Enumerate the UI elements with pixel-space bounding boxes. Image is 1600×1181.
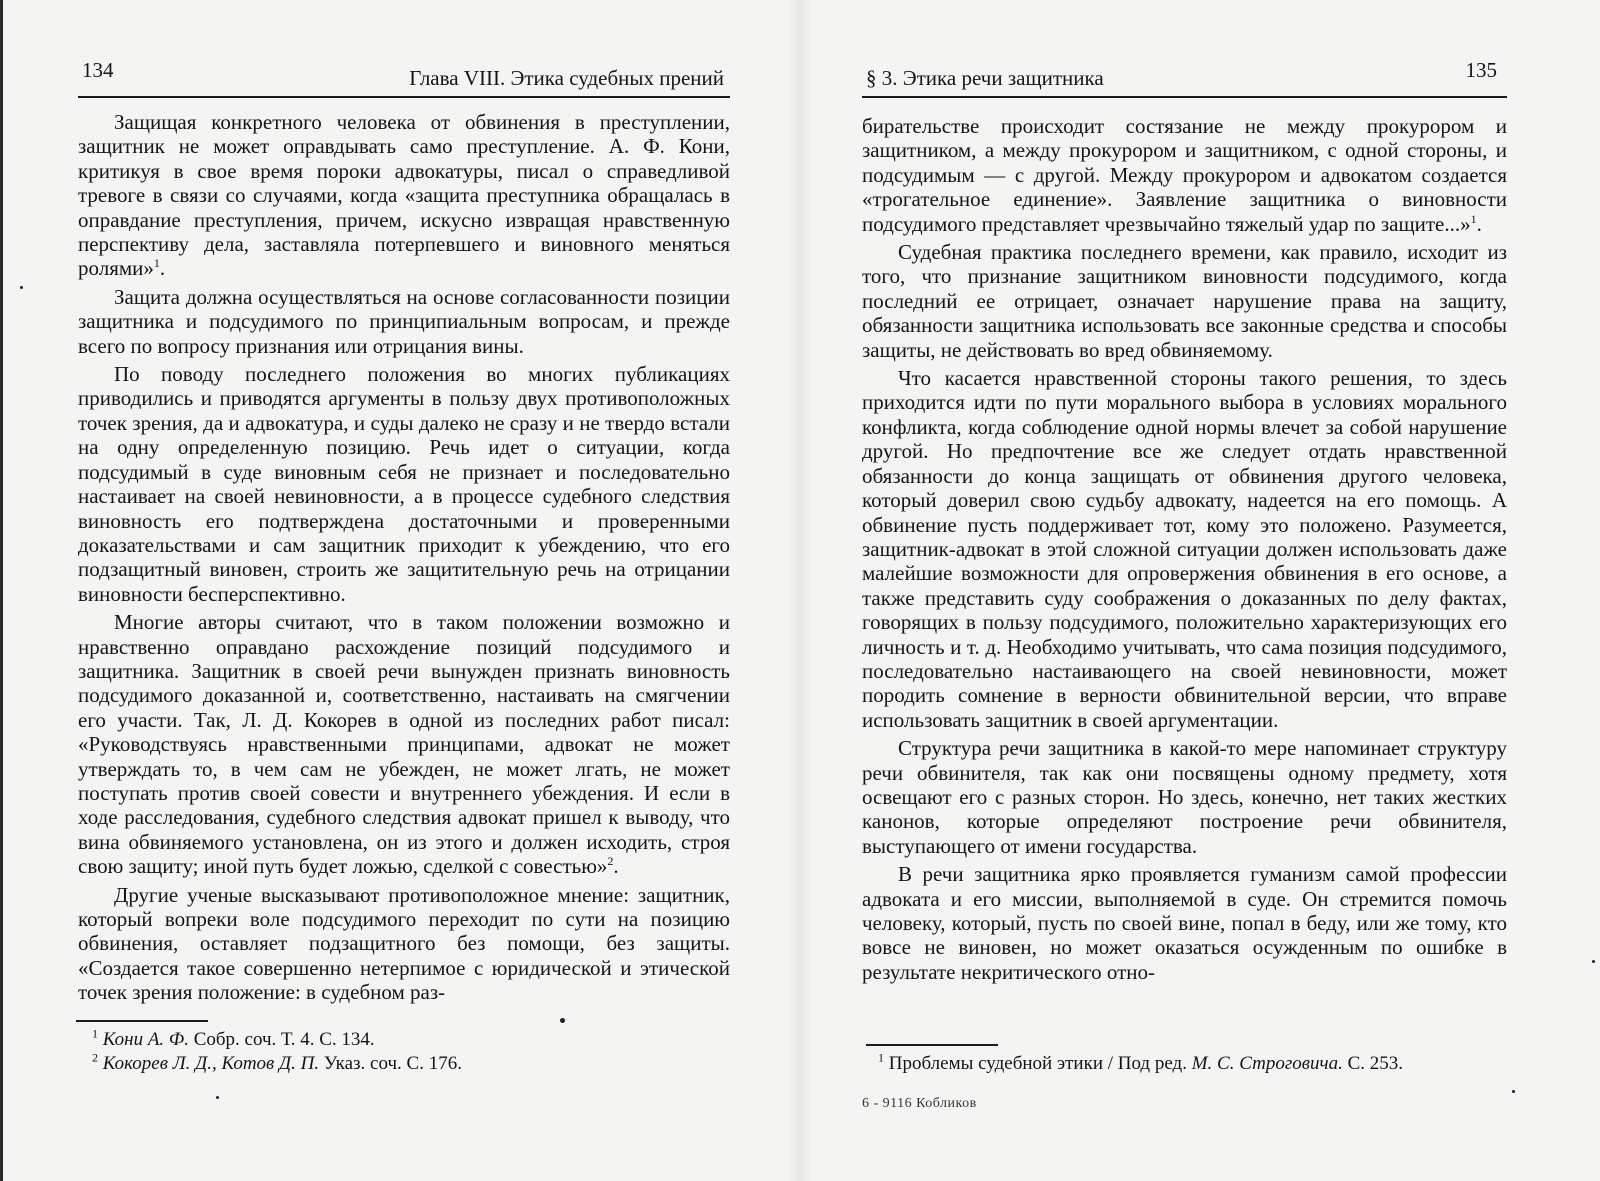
footnote: $^2$ Кокорев Л. Д., Котов Д. П. Указ. соч. С. 176. bbox=[92, 1050, 462, 1074]
paragraph: Что касается нравственной стороны такого решения, то здесь приходится идти по пути морального выбора в условиях морального конфликта, когда соблюдение одной нормы влечет за собой нарушение другой. Но предпочтение все же следует отдать нравственной обязанности до конца защищать от обвинения другого человека, который доверил свою судьбу адвокату, надеется на его помощь. А обвинение пусть поддерживает тот, кому это положено. Разумеется, защитник-адвокат в этой сложной ситуации должен использовать даже малейшие возможности для опровержения обвинения в его основе, а также представить суду соображения о доказанных по делу фактах, говорящих в пользу подсудимого, положительно характеризующих его личность и т. д. Необходимо учитывать, что сама позиция подсудимого, последовательно настаивающего на своей невиновности, может породить сомнение в верности обвинительной версии, что вправе использовать защитник в своей аргументации. bbox=[862, 366, 1507, 732]
printer-signature: 6 - 9116 Кобликов bbox=[862, 1096, 977, 1111]
left-running-head bbox=[78, 56, 730, 98]
left-body-text bbox=[78, 110, 730, 1005]
scan-speck bbox=[20, 286, 23, 289]
left-footnotes bbox=[92, 1028, 732, 1076]
scan-speck bbox=[216, 1096, 219, 1099]
footnote: $^1$ Проблемы судебной этики / Под ред. М. С. Строговича. С. 253. bbox=[878, 1050, 1404, 1074]
scan-speck bbox=[1512, 1090, 1515, 1093]
right-footnotes bbox=[878, 1052, 1518, 1076]
paragraph: Защищая конкретного человека от обвинения в преступлении, защитник не может оправдывать само преступление. А. Ф. Кони, критикуя в свое время пороки адвокатуры, писал о справедливой тревоге в связи со случаями, когда «защита преступника обращалась в оправдание преступления, причем, искусно извращая нравственную перспективу дела, заставляла потерпевшего и виновного меняться ролями»$^1$. bbox=[78, 110, 730, 281]
footnote: $^1$ Кони А. Ф. Собр. соч. Т. 4. С. 134. bbox=[92, 1026, 375, 1050]
paragraph: бирательстве происходит состязание не между прокурором и защитником, а между прокурором и защитником, с одной стороны, и подсудимым — с другой. Между прокурором и адвокатом создается «трогательное единение». Заявление защитника о виновности подсудимого представляет чрезвычайно тяжелый удар по защите...»$^1$. bbox=[862, 114, 1507, 236]
footnote-ref[interactable]: 1 bbox=[153, 256, 160, 271]
footnote-rule bbox=[76, 1020, 208, 1022]
paragraph: Многие авторы считают, что в таком положении возможно и нравственно оправдано расхождение позиций подсудимого и защитника. Защитник в своей речи вынужден признать виновность подсудимого доказанной и, соответственно, настаивать на смягчении его участи. Так, Л. Д. Кокорев в одной из последних работ писал: «Руководствуясь нравственными принципами, адвокат не может утверждать то, в чем сам не убежден, не может лгать, не может поступать против своей совести и внутреннего убеждения. И если в ходе расследования, судебного следствия адвокат пришел к выводу, что вина обвиняемого установлена, он из этого и должен исходить, строя свою защиту; иной путь будет ложью, сделкой с совестью»$^2$. bbox=[78, 610, 730, 879]
paragraph: Другие ученые высказывают противоположное мнение: защитник, который вопреки воле подсудимого переходит по сути на позицию обвинения, оставляет подзащитного без помощи, без защиты. «Создается такое совершенно нетерпимое с юридической и этической точек зрения положение: в судебном раз- bbox=[78, 882, 730, 1005]
right-body-text bbox=[862, 114, 1507, 984]
scan-speck bbox=[560, 1018, 565, 1023]
footnote-rule bbox=[866, 1044, 998, 1046]
paragraph: Защита должна осуществляться на основе согласованности позиции защитника и подсудимого по принципиальным вопросам, и прежде всего по вопросу признания или отрицания вины. bbox=[78, 284, 730, 358]
paragraph: Судебная практика последнего времени, как правило, исходит из того, что признание защитником виновности подсудимого, когда последний ее отрицает, означает нарушение права на защиту, обязанности защитника использовать все законные средства и способы защиты, не действовать во вред обвиняемому. bbox=[862, 240, 1507, 362]
right-section-title: § 3. Этика речи защитника bbox=[866, 66, 1104, 90]
footnote-ref[interactable]: 1 bbox=[1470, 211, 1477, 226]
right-page-number: 135 bbox=[1465, 58, 1497, 82]
left-chapter-title: Глава VIII. Этика судебных прений bbox=[409, 66, 724, 90]
paragraph: Структура речи защитника в какой-то мере напоминает структуру речи обвинителя, так как они посвящены одному предмету, хотя освещают его с разных сторон. Но здесь, конечно, нет таких жестких канонов, которые определяют построение речи обвинителя, выступающего от имени государства. bbox=[862, 736, 1507, 858]
footnote-ref[interactable]: 2 bbox=[607, 854, 614, 869]
right-page bbox=[800, 0, 1600, 1181]
paragraph: По поводу последнего положения во многих публикациях приводились и приводятся аргументы в пользу двух противоположных точек зрения, да и адвокатура, и суды далеко не сразу и не твердо встали на одну определенную позицию. Речь идет о ситуации, когда подсудимый в суде виновным себя не признает и последовательно настаивает на своей невиновности, а в процессе судебного следствия виновность его подтверждена достаточными и проверенными доказательствами и сам защитник приходит к убеждению, что его подзащитный виновен, строить же защитительную речь на отрицании виновности бесперспективно. bbox=[78, 362, 730, 606]
right-running-head bbox=[862, 56, 1507, 98]
left-page-number: 134 bbox=[82, 58, 114, 82]
paragraph: В речи защитника ярко проявляется гуманизм самой профессии адвоката и его миссии, выполняемой в суде. Он стремится помочь человеку, который, пусть по своей вине, попал в беду, или же тому, кто вовсе не виновен, но может оказаться осужденным по ошибке в результате некритического отно- bbox=[862, 862, 1507, 984]
scan-speck bbox=[1592, 960, 1595, 963]
